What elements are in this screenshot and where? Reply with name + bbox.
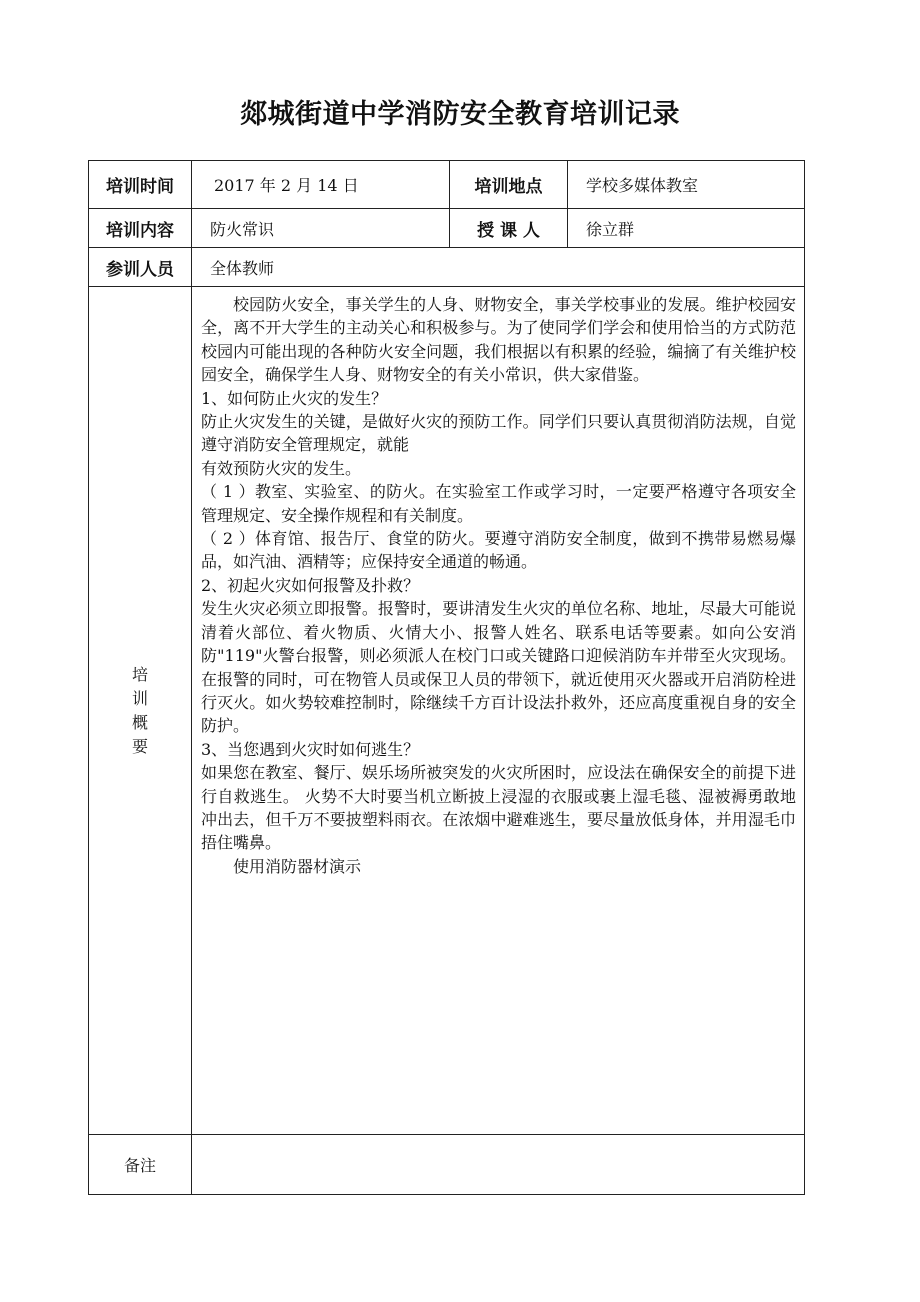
training-record-table [88,160,805,1195]
training-place-value: 学校多媒体教室 [568,161,805,209]
document-title: 郯城街道中学消防安全教育培训记录 [240,99,680,130]
training-content-label: 培训内容 [89,209,192,248]
summary-paragraph: 使用消防器材演示 [233,856,362,876]
summary-heading-3: 3、当您遇到火灾时如何逃生？ [201,739,420,759]
training-time-value: 2017 年 2 月 14 日 [192,161,450,209]
summary-paragraph: 发生火灾必须立即报警。报警时，要讲清发生火灾的单位名称、地址，尽最大可能说清着火部位、着火物质、火情大小、报警人姓名、联系电话等要素。如向公安消防"119"火警台报警，则必须派人在校门口或关键路口迎候消防车并带至火灾现场。在报警的同时，可在物管人员或保卫人员的带领下，就近使用灭火器或开启消防栓进行灭火。如火势较难控制时，除继续千方百计设法扑救外，还应高度重视自身的安全防护。 [201,599,796,736]
summary-paragraph: （ 2 ）体育馆、报告厅、食堂的防火。要遵守消防安全制度，做到不携带易燃易爆品，如汽油、酒精等；应保持安全通道的畅通。 [201,529,796,572]
participants-label: 参训人员 [89,248,192,287]
row-summary [89,287,805,1135]
summary-body [192,287,804,878]
summary-paragraph: 如果您在教室、餐厅、娱乐场所被突发的火灾所困时，应设法在确保安全的前提下进行自救逃生。 火势不大时要当机立断披上浸湿的衣服或裹上湿毛毯、湿被褥勇敢地冲出去，但千万不要披塑料雨衣。在浓烟中避难逃生，要尽量放低身体，并用湿毛巾捂住嘴鼻。 [201,763,796,853]
training-place-label: 培训地点 [450,161,568,209]
teacher-label: 授 课 人 [450,209,568,248]
summary-content-cell [192,287,805,1135]
summary-heading-2: 2、初起火灾如何报警及扑救？ [201,575,420,595]
training-content-value: 防火常识 [192,209,450,248]
summary-paragraph: 防止火灾发生的关键，是做好火灾的预防工作。同学们只要认真贯彻消防法规，自觉遵守消防安全管理规定，就能 [201,412,796,455]
summary-paragraph: （ 1 ）教室、实验室、的防火。在实验室工作或学习时，一定要严格遵守各项安全管理规定、安全操作规程和有关制度。 [201,482,796,525]
remarks-value [192,1135,805,1195]
remarks-label: 备注 [89,1135,192,1195]
participants-value: 全体教师 [192,248,805,287]
row-remarks [89,1135,805,1195]
teacher-value: 徐立群 [568,209,805,248]
row-content-teacher [89,209,805,248]
summary-paragraph: 校园防火安全，事关学生的人身、财物安全，事关学校事业的发展。维护校园安全，离不开大学生的主动关心和积极参与。为了使同学们学会和使用恰当的方式防范校园内可能出现的各种防火安全问题，我们根据以有积累的经验，编摘了有关维护校园安全，确保学生人身、财物安全的有关小常识，供大家借鉴。 [201,295,796,385]
training-time-label: 培训时间 [89,161,192,209]
summary-label-cell [89,287,192,1135]
row-participants [89,248,805,287]
summary-heading-1: 1、如何防止火灾的发生？ [201,388,388,408]
summary-label: 培训概要 [131,664,148,756]
row-time-place [89,161,805,209]
summary-paragraph: 有效预防火灾的发生。 [201,458,362,478]
